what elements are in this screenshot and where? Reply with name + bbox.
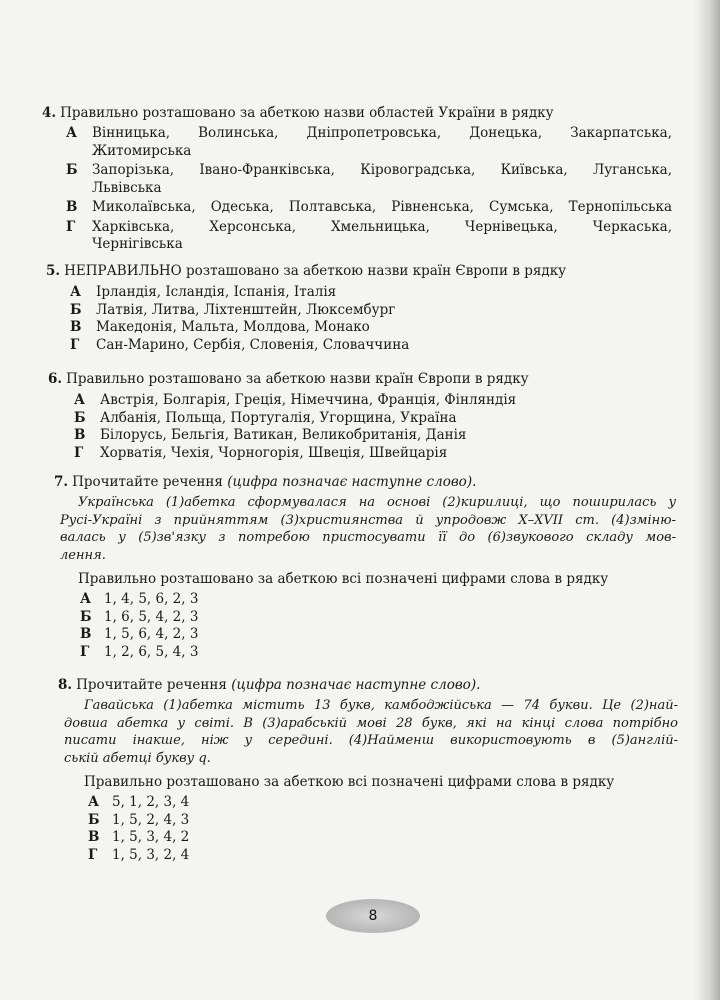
question-number: 4. — [42, 105, 57, 121]
option-text: 1, 2, 6, 5, 4, 3 — [104, 643, 199, 660]
question-7-passage — [0, 491, 676, 564]
option-text: Вінницька, Волинська, Дніпропетровська, Донецька, Закарпатська, — [92, 125, 672, 141]
option-text-cont: Житомирська — [92, 142, 192, 159]
passage-line: довша абетка у світі. В (3)арабській мові 28 букв, які на кінці слова потрібно — [64, 715, 678, 731]
passage-line: валась у (5)зв'язку з потребою пристосувати її до (6)звукового складу мов- — [60, 530, 676, 545]
option-g[interactable] — [80, 644, 700, 662]
option-letter: Б — [80, 608, 92, 625]
option-letter: Б — [74, 409, 86, 426]
question-note: (цифра позначає наступне слово). — [231, 677, 481, 693]
option-text: 1, 4, 5, 6, 2, 3 — [104, 591, 199, 607]
option-b[interactable] — [88, 812, 700, 830]
option-letter: В — [70, 319, 82, 335]
option-letter: В — [66, 199, 78, 215]
question-number: 8. — [58, 677, 73, 693]
passage-line: ській абетці букву q. — [64, 750, 211, 766]
option-text: 1, 6, 5, 4, 2, 3 — [104, 608, 199, 625]
option-text: 1, 5, 3, 4, 2 — [112, 829, 190, 845]
option-text: Запорізька, Івано-Франківська, Кіровоградська, Київська, Луганська, — [92, 162, 672, 178]
option-v[interactable] — [74, 427, 700, 445]
option-text: 5, 1, 2, 3, 4 — [112, 794, 190, 810]
option-letter: Г — [80, 643, 90, 660]
question-5-header — [0, 262, 700, 280]
option-letter: В — [88, 829, 100, 845]
option-g[interactable] — [66, 219, 672, 254]
question-8-passage — [0, 694, 678, 767]
options-list — [0, 791, 700, 864]
question-number: 6. — [48, 371, 63, 387]
option-text: 1, 5, 3, 2, 4 — [112, 846, 190, 863]
option-letter: Г — [74, 444, 84, 461]
question-8-subprompt: Правильно розташовано за абеткою всі позначені цифрами слова в рядку — [84, 774, 615, 790]
option-text: Харківська, Херсонська, Хмельницька, Чернівецька, Черкаська, — [92, 218, 672, 235]
options-list — [0, 122, 672, 254]
question-prompt: Правильно розташовано за абеткою назви областей України в рядку — [60, 105, 554, 121]
question-4-header — [0, 104, 700, 122]
option-letter: Г — [66, 218, 76, 235]
option-text: Ірландія, Ісландія, Іспанія, Італія — [96, 284, 337, 300]
options-list — [0, 588, 700, 661]
option-letter: Б — [88, 811, 100, 828]
option-text: Македонія, Мальта, Молдова, Монако — [96, 319, 370, 335]
option-letter: А — [88, 794, 99, 810]
option-text: 1, 5, 6, 4, 2, 3 — [104, 626, 199, 642]
option-v[interactable] — [80, 626, 700, 644]
option-a[interactable] — [66, 125, 672, 160]
option-text: Албанія, Польща, Португалія, Угорщина, Україна — [100, 409, 457, 426]
option-v[interactable] — [66, 199, 672, 217]
option-b[interactable] — [70, 302, 700, 320]
question-7-header — [0, 473, 700, 491]
options-list — [0, 280, 700, 354]
option-text-cont: Чернігівська — [92, 236, 183, 252]
option-letter: Г — [88, 846, 98, 863]
question-prompt: Прочитайте речення — [72, 474, 223, 490]
passage-line: писати інакше, ніж у середині. (4)Найменш використовують в (5)англій- — [64, 733, 678, 748]
option-a[interactable] — [80, 591, 700, 609]
question-7-subprompt: Правильно розташовано за абеткою всі позначені цифрами слова в рядку — [78, 571, 609, 587]
question-prompt: НЕПРАВИЛЬНО розташовано за абеткою назви країн Європи в рядку — [64, 263, 567, 279]
option-text-cont: Львівська — [92, 179, 162, 196]
question-prompt: Правильно розташовано за абеткою назви країн Європи в рядку — [66, 371, 529, 387]
passage-line: Русі-Україні з прийняттям (3)християнства й упродовж X–XVII ст. (4)зміню- — [60, 512, 676, 528]
option-letter: В — [74, 427, 86, 443]
option-a[interactable] — [88, 794, 700, 812]
question-5 — [0, 262, 700, 354]
passage-line: Українська (1)абетка сформувалася на основі (2)кирилиці, що поширилась у — [78, 495, 676, 510]
page-number-badge — [326, 899, 420, 933]
option-v[interactable] — [88, 829, 700, 847]
option-text: Латвія, Литва, Ліхтенштейн, Люксембург — [96, 301, 396, 318]
option-letter: А — [80, 591, 91, 607]
option-letter: Б — [66, 162, 78, 178]
option-text: Миколаївська, Одеська, Полтавська, Рівненська, Сумська, Тернопільська — [92, 199, 672, 215]
options-list — [0, 388, 700, 462]
option-text: Хорватія, Чехія, Чорногорія, Швеція, Швейцарія — [100, 444, 448, 461]
question-6 — [0, 370, 700, 462]
option-letter: В — [80, 626, 92, 642]
option-b[interactable] — [74, 410, 700, 428]
option-text: Австрія, Болгарія, Греція, Німеччина, Франція, Фінляндія — [100, 392, 517, 408]
question-prompt: Прочитайте речення — [76, 677, 227, 693]
option-text: Білорусь, Бельгія, Ватикан, Великобританія, Данія — [100, 427, 467, 443]
option-a[interactable] — [74, 392, 700, 410]
question-number: 7. — [54, 474, 69, 490]
option-letter: Б — [70, 301, 82, 318]
option-letter: А — [70, 284, 81, 300]
option-v[interactable] — [70, 319, 700, 337]
option-letter: А — [66, 125, 77, 141]
option-g[interactable] — [74, 445, 700, 463]
option-text: Сан-Марино, Сербія, Словенія, Словаччина — [96, 336, 410, 353]
option-letter: А — [74, 392, 85, 408]
question-note: (цифра позначає наступне слово). — [227, 474, 477, 490]
option-b[interactable] — [66, 162, 672, 197]
passage-line: лення. — [60, 547, 106, 563]
question-6-header — [0, 370, 700, 388]
option-letter: Г — [70, 336, 80, 353]
option-b[interactable] — [80, 609, 700, 627]
question-8-header — [0, 676, 700, 694]
passage-line: Гавайська (1)абетка містить 13 букв, камбоджійська — 74 букви. Це (2)най- — [84, 698, 678, 713]
question-number: 5. — [46, 263, 61, 279]
option-g[interactable] — [88, 847, 700, 865]
option-text: 1, 5, 2, 4, 3 — [112, 811, 190, 828]
question-7 — [0, 473, 700, 661]
question-8 — [0, 676, 700, 864]
option-g[interactable] — [70, 337, 700, 355]
option-a[interactable] — [70, 284, 700, 302]
question-4 — [0, 104, 700, 254]
page-number: 8 — [368, 908, 378, 924]
